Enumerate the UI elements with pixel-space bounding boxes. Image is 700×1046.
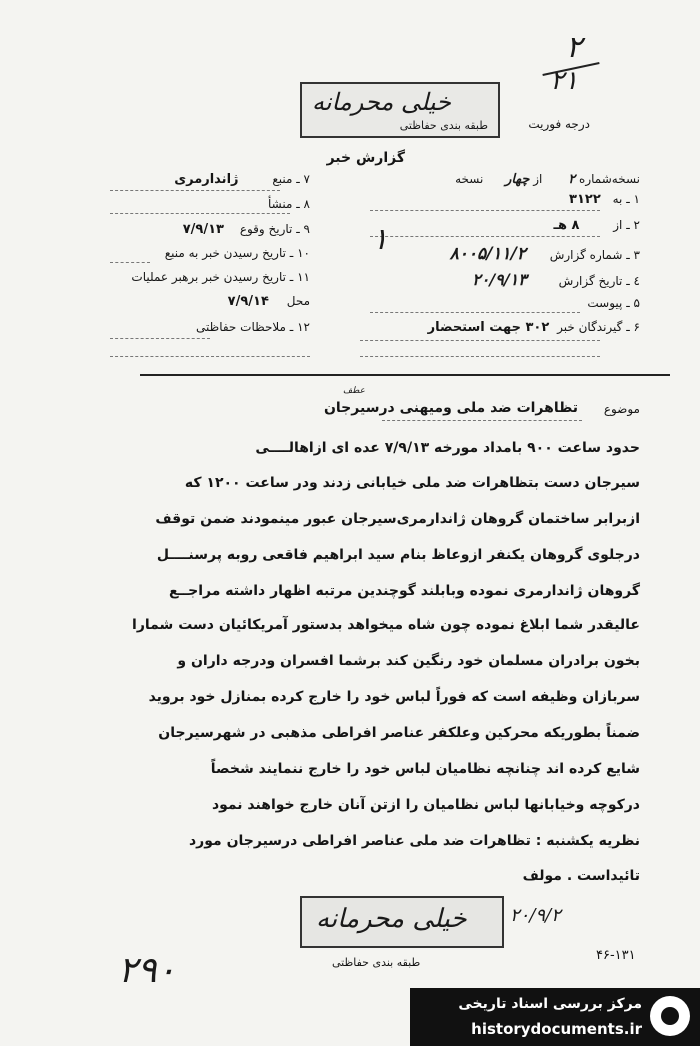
classification-label-bottom: طبقه بندی حفاظتی	[332, 956, 421, 969]
archive-watermark	[410, 988, 700, 1046]
body-line-5: گروهان ژاندارمری نموده وبابلند گوچندین مرتبه اظهار داشته مراجــع	[169, 583, 640, 599]
received-ops-field: ۱۱ ـ تاریخ رسیدن خبر برهبر عملیات	[131, 270, 310, 284]
from-field: ۲ ـ از ۸ هـ	[553, 218, 640, 233]
subject-underline	[382, 420, 582, 421]
classification-label: طبقه بندی حفاظتی	[399, 119, 488, 132]
author-signoff: تائیداست . مولف	[522, 868, 640, 884]
body-line-11: درکوچه وخیابانها لباس نظامیان را ازتن آنان خارج خواهند نمود	[211, 797, 640, 813]
archive-url: historydocuments.ir	[471, 1020, 642, 1038]
body-line-10: شایع کرده اند چنانچه نظامیان لباس خود را خارج ننمایند شخصاً	[210, 761, 640, 777]
received-source-underline	[110, 262, 150, 263]
classification-stamp	[300, 82, 500, 138]
handwritten-number: ۲۹۰	[118, 950, 177, 991]
body-line-2: سیرجان دست بتظاهرات ضد ملی خیابانی زدند ودر ساعت ۱۲۰۰ که	[184, 475, 640, 491]
body-line-3: ازبرابر ساختمان گروهان ژاندارمری‌سیرجان عبور مینمودند ضمن توقف	[155, 511, 640, 527]
classification-stamp-bottom	[300, 896, 504, 948]
body-line-12: نظریه یکشنبه : تظاهرات ضد ملی عناصر افراطی درسیرجان مورد	[189, 833, 640, 849]
security-notes-field: ۱۲ ـ ملاحظات حفاظتی	[196, 320, 310, 334]
reference-number: ۴۶-۱۳۱	[596, 948, 636, 963]
recipients-field: ۶ ـ گیرندگان خبر ۳۰۲ جهت استحضار	[427, 320, 640, 335]
classification-mark: خیلی محرمانه	[312, 88, 451, 116]
copy-number-field: نسخه‌شماره ۲ از چهار نسخه	[455, 172, 640, 187]
body-line-4: درجلوی گروهان یکنفر ازوعاظ بنام سید ابراهیم فاقعی روبه پرسنــــل	[156, 547, 640, 563]
security-notes-underline-2	[110, 356, 310, 357]
source-underline	[110, 190, 280, 191]
classification-mark-bottom: خیلی محرمانه	[316, 904, 467, 934]
subject-label: موضوع	[603, 402, 640, 416]
page-number-top: ۲	[565, 30, 582, 65]
security-notes-underline	[110, 338, 210, 339]
attachment-field: ۵ ـ پیوست	[587, 296, 640, 310]
archive-org-name: مرکز بررسی اسناد تاریخی	[458, 996, 642, 1012]
archive-logo-icon	[650, 996, 690, 1036]
body-line-8: سربازان وظیفه است که فوراً لباس خود را خارج کرده بمنازل خود بروید	[148, 689, 640, 705]
from-underline	[370, 236, 600, 237]
origin-underline	[110, 213, 290, 214]
report-number-field: ۳ ـ شماره گزارش ۸۰۰۵/۱۱/۲	[449, 244, 640, 264]
subject-insert: عطف	[342, 386, 365, 396]
event-date-field: ۹ ـ تاریخ وقوع ۷/۹/۱۳	[182, 222, 310, 237]
body-line-9: ضمناً بطوریکه محرکین وعلکفر عناصر افراطی مذهبی در شهرسیرجان	[158, 725, 640, 741]
report-date-field: ٤ ـ تاریخ گزارش ۲۰/۹/۱۳	[472, 270, 640, 289]
to-field: ۱ ـ به ۳۱۲۲	[569, 192, 640, 207]
header-rule	[140, 374, 670, 376]
body-line-1: حدود ساعت ۹۰۰ بامداد مورخه ۷/۹/۱۳ عده ای ازاهالــــی	[255, 440, 640, 456]
received-source-field: ۱۰ ـ تاریخ رسیدن خبر به منبع	[164, 246, 310, 260]
margin-mark: ۱	[371, 222, 388, 257]
recipients-underline	[360, 340, 600, 341]
to-underline	[370, 210, 600, 211]
page-number-bottom: ۲۱	[550, 66, 578, 96]
body-line-6: عالیقدر شما ابلاغ نموده چون شاه میخواهد بدستور آمریکائیان دست شمارا	[132, 617, 640, 633]
attachment-underline	[370, 312, 580, 313]
origin-field: ۸ ـ منشأ	[267, 197, 310, 211]
recipients-underline-2	[360, 356, 600, 357]
report-title: گزارش خبر	[326, 150, 405, 166]
urgency-label: درجه فوریت	[528, 117, 590, 131]
location-field: محل ۷/۹/۱۴	[227, 294, 310, 309]
handwritten-date-bottom: ۲۰/۹/۲	[510, 905, 561, 926]
body-line-7: بخون برادران مسلمان خود رنگین کند برشما افسران ودرجه داران و	[177, 653, 640, 669]
source-field: ۷ ـ منبع ژاندارمری	[174, 172, 310, 187]
subject-text: تظاهرات ضد ملی ومیهنی درسیرجان	[323, 400, 578, 416]
